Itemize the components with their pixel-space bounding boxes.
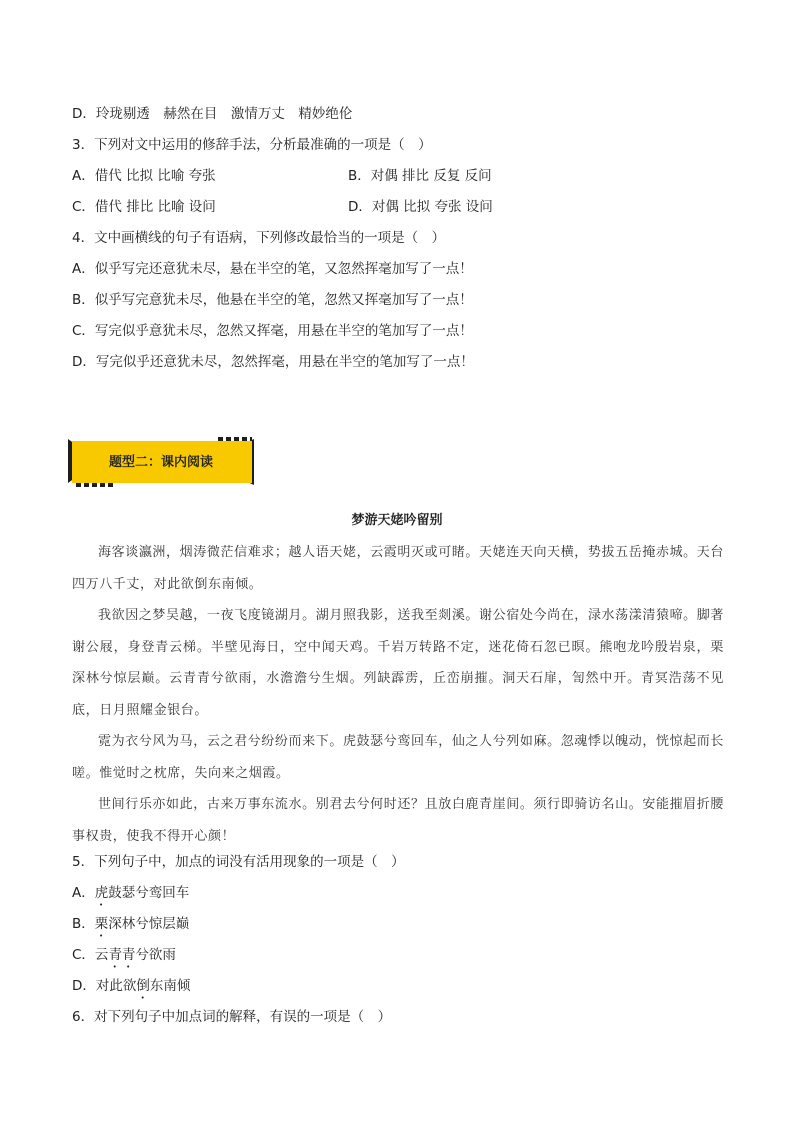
- q4-option-b: B．似乎写完意犹未尽，他悬在半空的笔，忽然又挥毫加写了一点！: [72, 292, 473, 308]
- q5-option-a-rest: 鼓瑟兮鸾回车: [108, 885, 190, 901]
- q5-option-b-rest: 深林兮惊层巅: [108, 916, 190, 932]
- q5-option-a-prefix: A．: [72, 885, 95, 901]
- poem-paragraph-2: 我欲因之梦吴越，一夜飞度镜湖月。湖月照我影，送我至剡溪。谢公宿处今尚在，渌水荡漾清猿啼。脚著谢公屐，身登青云梯。半壁见海日，空中闻天鸡。千岩万转路不定，迷花倚石忽已暝。熊咆龙吟殷岩泉，栗深林兮惊层巅。云青青兮欲雨，水澹澹兮生烟。列缺霹雳，丘峦崩摧。洞天石扉，訇然中开。青冥浩荡不见底，日月照耀金银台。: [72, 608, 724, 718]
- banner-dash-bottom: [76, 483, 116, 487]
- q5-option-d-dotted: 倒: [136, 978, 150, 994]
- q3-option-c: C．借代 排比 比喻 设问: [72, 199, 216, 215]
- q5-option-b-prefix: B．: [72, 916, 95, 932]
- question-6: 6．对下列句子中加点词的解释，有误的一项是（ ）: [72, 1009, 392, 1025]
- q5-option-c-prefix: C．云: [72, 947, 109, 963]
- q5-option-d-prefix: D．对此欲: [72, 978, 137, 994]
- question-5: 5．下列句子中，加点的词没有活用现象的一项是（ ）: [72, 854, 405, 870]
- q5-option-c: [72, 946, 176, 971]
- q5-option-b: [72, 915, 189, 940]
- q3-option-d: D．对偶 比拟 夸张 设问: [348, 199, 493, 215]
- poem-body: [72, 537, 724, 852]
- q3-option-b: B．对偶 排比 反复 反问: [348, 168, 492, 184]
- q4-option-c: C．写完似乎意犹未尽，忽然又挥毫，用悬在半空的笔加写了一点！: [72, 323, 473, 339]
- q5-option-a-dotted: 虎: [94, 885, 109, 901]
- question-3: 3．下列对文中运用的修辞手法，分析最准确的一项是（ ）: [72, 137, 432, 153]
- section-title: 题型二：课内阅读: [108, 455, 213, 470]
- q4-option-a: A．似乎写完还意犹未尽，悬在半空的笔，又忽然挥毫加写了一点！: [72, 261, 473, 277]
- poem-title: 梦游天姥吟留别: [351, 513, 443, 528]
- q5-option-c-rest: 兮欲雨: [135, 947, 176, 963]
- q5-option-c-dotted: 青青: [108, 947, 136, 963]
- q5-option-a: [72, 884, 189, 909]
- q5-option-d: [72, 977, 190, 1002]
- q5-option-b-dotted: 栗: [94, 916, 109, 932]
- poem-paragraph-3: 霓为衣兮风为马，云之君兮纷纷而来下。虎鼓瑟兮鸾回车，仙之人兮列如麻。忽魂悸以魄动，恍惊起而长嗟。惟觉时之枕席，失向来之烟霞。: [72, 734, 724, 781]
- poem-paragraph-1: 海客谈瀛洲，烟涛微茫信难求；越人语天姥，云霞明灭或可睹。天姥连天向天横，势拔五岳掩赤城。天台四万八千丈，对此欲倒东南倾。: [72, 545, 724, 592]
- question-4: 4．文中画横线的句子有语病，下列修改最恰当的一项是（ ）: [72, 230, 446, 246]
- q5-option-d-rest: 东南倾: [149, 978, 191, 994]
- q3-option-a: A．借代 比拟 比喻 夸张: [72, 168, 216, 184]
- poem-paragraph-4: 世间行乐亦如此，古来万事东流水。别君去兮何时还？且放白鹿青崖间。须行即骑访名山。安能摧眉折腰事权贵，使我不得开心颜！: [72, 797, 724, 844]
- section-banner: [68, 437, 254, 483]
- option-d-previous: D．玲珑剔透 赫然在目 激情万丈 精妙绝伦: [72, 106, 353, 122]
- banner-dash-top: [218, 437, 252, 441]
- q4-option-d: D．写完似乎还意犹未尽，忽然挥毫，用悬在半空的笔加写了一点！: [72, 354, 474, 370]
